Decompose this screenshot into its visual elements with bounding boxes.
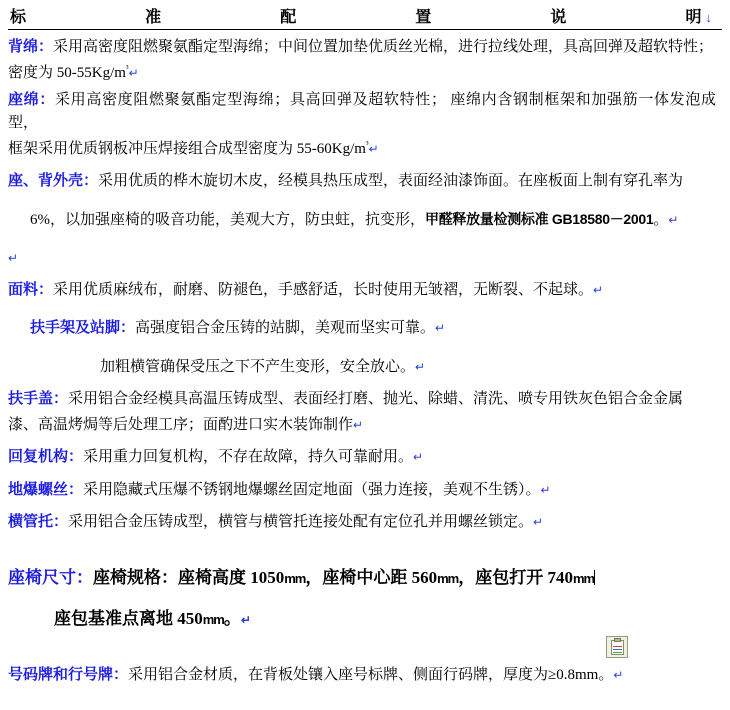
text-hengguantuo: 采用铝合金压铸成型，横管与横管托连接处配有定位孔并用螺丝锁定。 (68, 513, 534, 530)
unit-seat-center: mm (437, 571, 459, 586)
clipboard-paste-icon[interactable] (606, 636, 628, 658)
paragraph-mark: ↵ (435, 321, 446, 336)
label-fushoujia: 扶手架及站脚： (30, 320, 136, 337)
label-fushougai: 扶手盖： (8, 390, 69, 407)
paragraph-zuomian-line1 (8, 89, 722, 136)
header-cell-1: 准 (145, 9, 162, 26)
unit-seat-height: mm (284, 571, 306, 586)
label-mianliao: 面料： (8, 282, 54, 298)
superscript-beimian: ³ (125, 63, 129, 74)
header-cell-5: 明 (685, 9, 702, 26)
document-header (8, 0, 722, 27)
text-hengguan: 加粗横管确保受压之下不产生变形，安全放心。 (100, 358, 416, 375)
header-cell-4: 说 (550, 9, 567, 26)
paragraph-mianliao (8, 279, 722, 302)
value-seat-center: 560 (411, 568, 438, 587)
text-waike-suffix: 。 (653, 211, 669, 228)
paragraph-fushoujia (8, 317, 722, 340)
paragraph-mark: ↵ (128, 66, 139, 81)
label-seat-open: 座包打开 (475, 568, 544, 587)
paragraph-huifujigou (8, 446, 722, 469)
unit-seat-open: mm (573, 571, 595, 586)
clipboard-clip (614, 638, 621, 642)
paragraph-mark: ↵ (368, 142, 379, 156)
spacer (8, 594, 722, 606)
spacer (8, 553, 722, 565)
paragraph-mark: ↵ (668, 212, 679, 227)
label-seat-height: 座椅高度 (178, 568, 246, 587)
value-seat-base: 450 (177, 609, 203, 629)
paragraph-seat-base (8, 606, 722, 632)
label-huifujigou: 回复机构： (8, 449, 84, 466)
value-seat-height: 1050 (250, 568, 285, 587)
value-seat-open: 740 (547, 568, 573, 587)
paragraph-haomapai (8, 664, 722, 687)
paragraph-mark: ↵ (413, 450, 424, 465)
label-hengguantuo: 横管托： (8, 513, 69, 530)
text-fushougai-1: 采用铝合金经模具高温压铸成型、表面经打磨、抛光、除蜡、清洗、喷专用铁灰色铝合金金属 (68, 390, 684, 407)
paragraph-dibaoluosi (8, 479, 722, 502)
empty-paragraph-1 (8, 247, 722, 270)
paragraph-mark: ↵ (613, 667, 624, 682)
unit-seat-base: mm (202, 612, 224, 628)
spacer (8, 235, 722, 247)
label-seat-spec: 座椅规格： (93, 568, 178, 587)
paragraph-mark: ↵ (8, 250, 19, 265)
paragraph-mark: ↵ (415, 359, 426, 374)
paragraph-zuomian-line2 (8, 138, 722, 161)
paragraph-mark: ↵ (240, 613, 251, 628)
header-cell-2: 配 (280, 9, 297, 26)
text-huifujigou: 采用重力回复机构，不存在故障，持久可靠耐用。 (83, 449, 414, 466)
spacer (8, 197, 722, 209)
text-fushougai-2: 漆、高温烤焗等后处理工序；面酌进口实木装饰制作 (8, 417, 354, 433)
superscript-zuomian: ³ (365, 139, 369, 149)
paragraph-fushougai-line1 (8, 388, 722, 411)
paragraph-waike-line2 (8, 209, 722, 232)
text-cursor (594, 570, 595, 585)
header-cell-3: 置 (415, 9, 432, 26)
paragraph-seat-size: 座椅尺寸：座椅规格：座椅高度 1050mm，座椅中心距 560mm，座包打开 740mm (8, 568, 595, 587)
text-zuomian-2: 框架采用优质钢板冲压焊接组合成型密度为 55-60Kg/m (8, 141, 366, 157)
spacer (8, 344, 722, 356)
spacer (8, 537, 722, 553)
text-standard-code: 甲醛释放量检测标准 GB18580－2001 (425, 210, 654, 227)
text-seat-base-suffix: 。 (223, 609, 241, 629)
paragraph-mark: ↵ (593, 283, 604, 297)
paragraph-mark: ↵ (353, 418, 364, 432)
spacer (8, 305, 722, 317)
text-dibaoluosi: 采用隐藏式压爆不锈钢地爆螺丝固定地面（强力连接，美观不生锈）。 (83, 481, 541, 498)
paragraph-mark: ↓ (705, 10, 712, 25)
header-divider (8, 29, 722, 30)
text-waike-1: 采用优质的桦木旋切木皮，经模具热压成型，表面经油漆饰面。在座板面上制有穿孔率为 (98, 173, 684, 190)
paragraph-mark: ↵ (533, 514, 544, 529)
text-haomapai: 采用铝合金材质，在背板处镶入座号标牌、侧面行码牌，厚度为≥0.8mm。 (128, 666, 614, 683)
paragraph-hengguantuo (8, 511, 722, 534)
label-haomapai: 号码牌和行号牌： (8, 666, 129, 683)
label-zuomian: 座绵： (8, 91, 55, 108)
label-beimian: 背绵： (8, 39, 54, 55)
text-fushoujia: 高强度铝合金压铸的站脚，美观而坚实可靠。 (135, 320, 436, 337)
paragraph-fushougai-line2 (8, 414, 722, 437)
label-seat-base: 座包基准点离地 (54, 609, 173, 629)
paragraph-beimian-line1 (8, 36, 722, 59)
text-mianliao: 采用优质麻绒布，耐磨、防褪色，手感舒适，长时使用无皱褶，无断裂、不起球。 (53, 282, 594, 298)
text-beimian-1: 采用高密度阻燃聚氨酯定型海绵；中间位置加垫优质丝光棉，进行拉线处理，具高回弹及超软特性； (53, 39, 714, 55)
text-beimian-2: 密度为 50-55Kg/m (8, 65, 126, 82)
clipboard-line-2 (613, 649, 622, 650)
header-cell-0: 标 (10, 9, 27, 26)
paragraph-waike-line1 (8, 170, 722, 193)
clipboard-line-1 (613, 646, 622, 647)
text-zuomian-1: 采用高密度阻燃聚氨酯定型海绵；具高回弹及超软特性； 座绵内含钢制框架和加强筋一体发泡成型， (8, 91, 716, 131)
label-seat-size: 座椅尺寸： (8, 568, 93, 587)
label-waike: 座、背外壳： (8, 173, 99, 190)
label-seat-center: 座椅中心距 (322, 568, 408, 587)
text-waike-2: 6%，以加强座椅的吸音功能，美观大方，防虫蛀，抗变形， (30, 211, 425, 228)
paragraph-mark: ↵ (540, 482, 551, 497)
paragraph-beimian-line2 (8, 62, 722, 85)
clipboard-line-3 (613, 652, 622, 653)
label-dibaoluosi: 地爆螺丝： (8, 481, 84, 498)
paragraph-hengguan (8, 356, 722, 379)
